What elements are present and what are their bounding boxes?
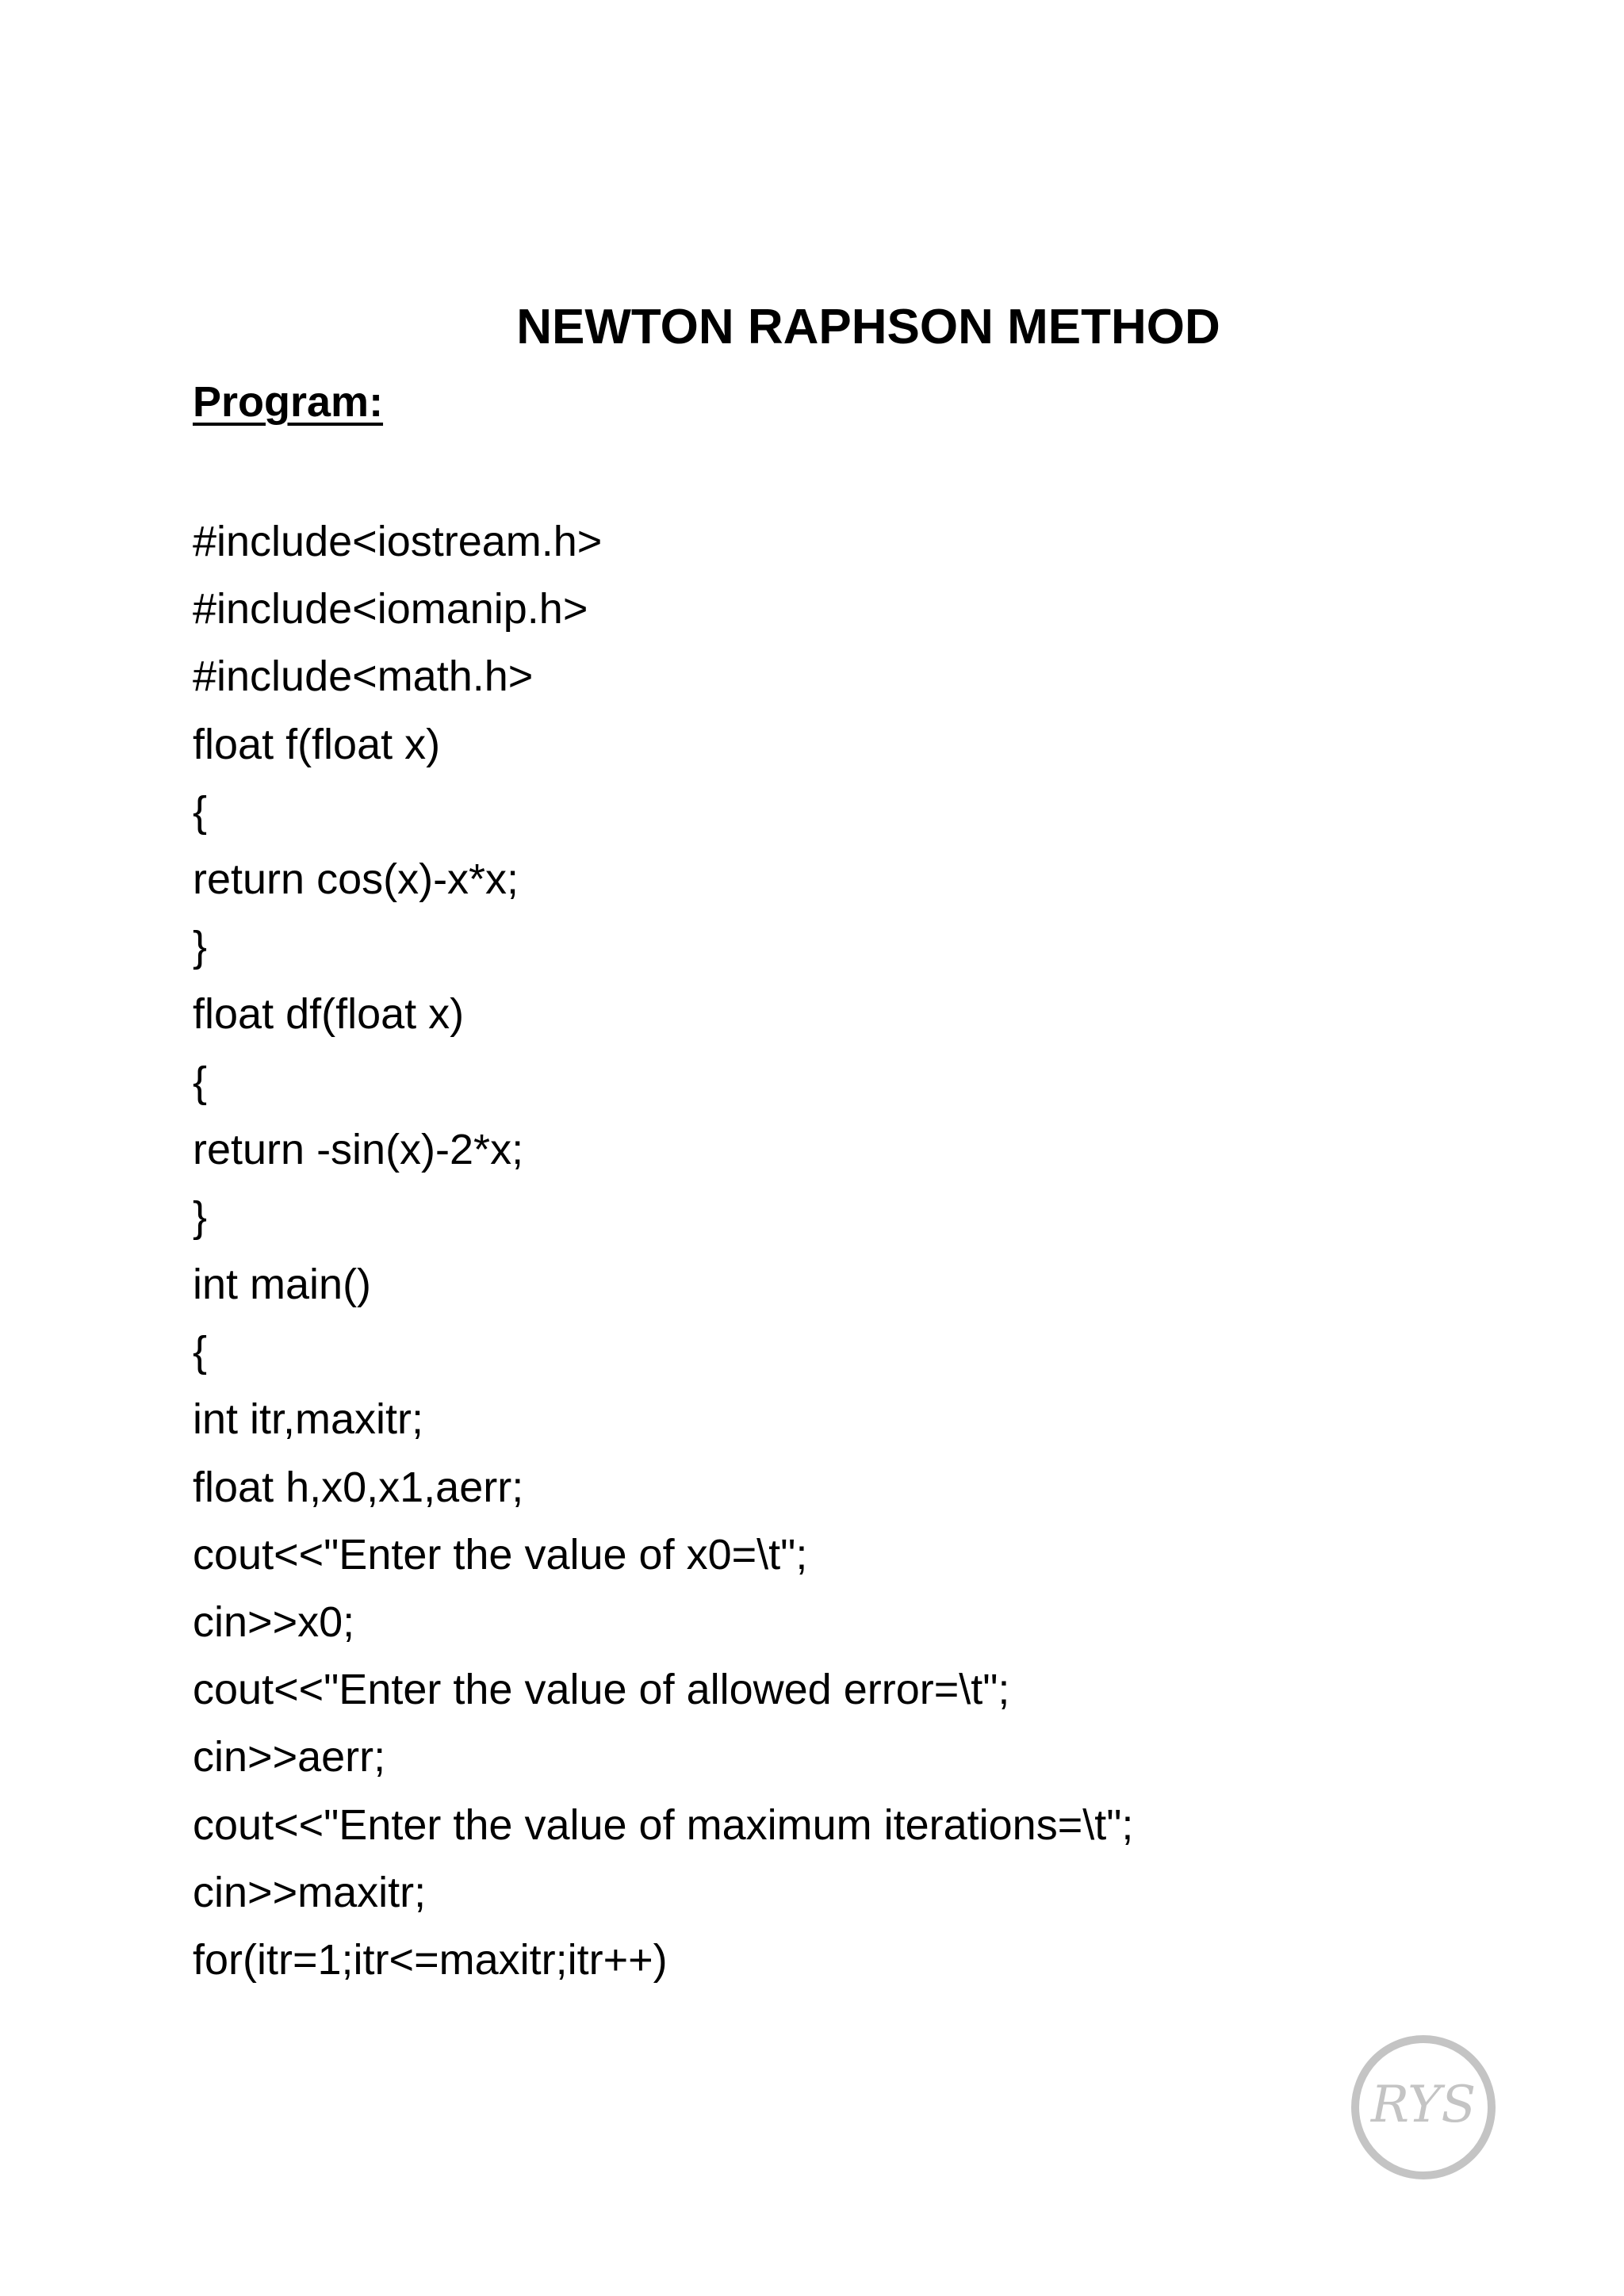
code-line: int itr,maxitr;: [193, 1395, 424, 1444]
code-line: {: [193, 1328, 208, 1376]
code-line: cout<<"Enter the value of maximum iterations=\t";: [193, 1800, 1134, 1849]
document-title: NEWTON RAPHSON METHOD: [516, 300, 1220, 354]
code-line: float f(float x): [193, 720, 441, 768]
svg-text:RYS: RYS: [1370, 2076, 1477, 2134]
code-line: cout<<"Enter the value of allowed error=\t";: [193, 1666, 1010, 1714]
code-line: cin>>x0;: [193, 1598, 355, 1646]
code-listing: [193, 508, 1133, 1994]
code-line: {: [193, 787, 208, 836]
code-line: #include<iostream.h>: [193, 518, 603, 565]
rys-stamp-logo: [1348, 2032, 1499, 2183]
code-line: for(itr=1;itr<=maxitr;itr++): [193, 1935, 668, 1984]
code-line: return cos(x)-x*x;: [193, 855, 519, 903]
code-line: cin>>maxitr;: [193, 1868, 427, 1916]
code-line: return -sin(x)-2*x;: [193, 1125, 524, 1173]
code-line: float df(float x): [193, 990, 465, 1039]
code-line: cout<<"Enter the value of x0=\t";: [193, 1530, 808, 1578]
code-line: #include<iomanip.h>: [193, 585, 588, 633]
code-line: #include<math.h>: [193, 652, 534, 701]
code-line: {: [193, 1058, 208, 1106]
code-line: cin>>aerr;: [193, 1733, 386, 1781]
code-line: }: [193, 1192, 208, 1241]
code-line: }: [193, 923, 208, 971]
code-line: int main(): [193, 1261, 372, 1309]
code-line: float h,x0,x1,aerr;: [193, 1463, 524, 1511]
program-heading: Program:: [193, 378, 384, 426]
